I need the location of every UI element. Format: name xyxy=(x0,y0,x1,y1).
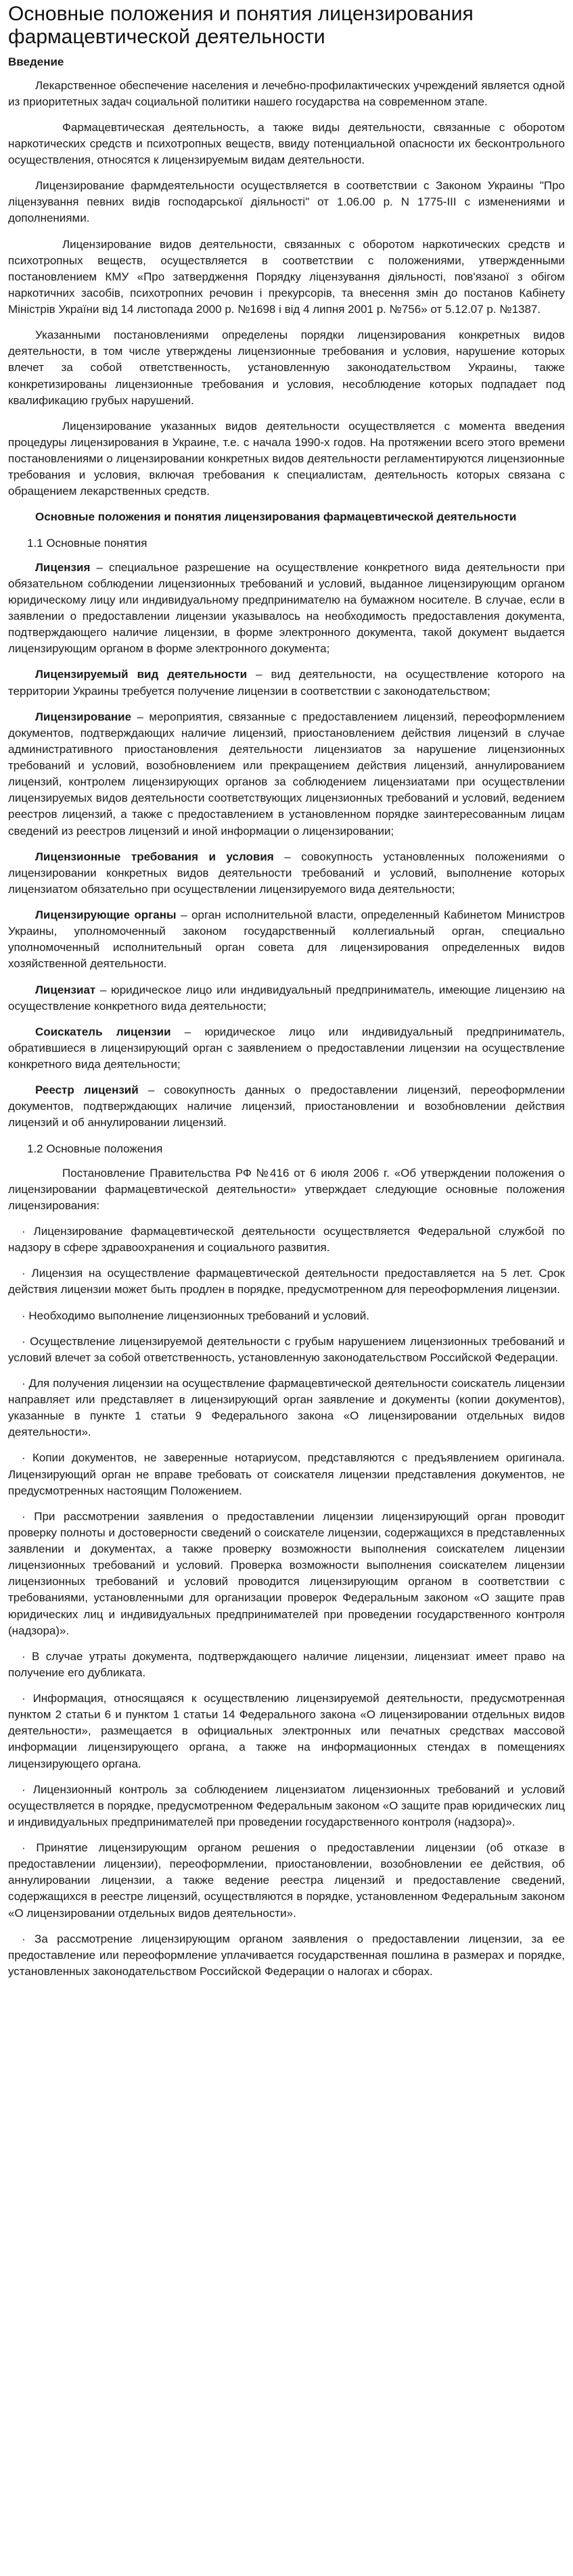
definition xyxy=(8,709,565,840)
intro-paragraph: Лекарственное обеспечение населения и лечебно-профилактических учреждений является одной из приоритетных задач социальной политики нашего государства на современном этапе. xyxy=(8,78,565,108)
definition-term: Лицензиат xyxy=(35,983,96,996)
page-title: Основные положения и понятия лицензирования фармацевтической деятельности xyxy=(8,3,474,49)
decree-paragraph: Постановление Правительства РФ №416 от 6 июля 2006 г. «Об утверждении положения о лицензировании фармацевтической деятельности» утверждает следующие основные положения лицензирования: xyxy=(8,1166,565,1212)
section-heading xyxy=(8,509,565,525)
intro-heading: Введение xyxy=(8,55,64,69)
definition xyxy=(8,1082,565,1131)
definition-text: – юридическое лицо или индивидуальный предприниматель, имеющие лицензию на осуществление конкретного вида деятельности; xyxy=(8,983,565,1013)
list-item: · Информация, относящаяся к осуществлению лицензируемой деятельности, предусмотренная пунктом 2 статьи 6 и пунктом 1 статьи 14 Федерального закона «О лицензировании отдельных видов деятельности», размещается в официальных электронных или печатных средствах массовой информации лицензирующего органа, а также на информационных стендах в помещениях лицензирующего органа. xyxy=(8,1692,565,1770)
list-item: · Для получения лицензии на осуществление фармацевтической деятельности соискатель лицензии направляет или представляет в лицензирующий орган заявление и документы (копии документов), указанные в пункте 1 статьи 9 Федерального закона «О лицензировании отдельных видов деятельности». xyxy=(8,1376,565,1439)
definition xyxy=(8,982,565,1015)
intro-paragraph: Указанными постановлениями определены порядки лицензирования конкретных видов деятельности, в том числе утверждены лицензионные требования и условия, нарушение которых влечет за собой ответственность, установленную законодательством Украины, также конкретизированы лицензионные требования и условия, несоблюдение которых подпадает под квалификацию грубых нарушений. xyxy=(8,329,565,407)
definition-term: Реестр лицензий xyxy=(35,1084,139,1097)
list-item: · Осуществление лицензируемой деятельности с грубым нарушением лицензионных требований и условий влечет за собой ответственность, установленную законодательством Российской Федерации. xyxy=(8,1334,565,1364)
definition-term: Соискатель лицензии xyxy=(35,1025,171,1038)
intro-paragraph: Лицензирование указанных видов деятельности осуществляется с момента введения процедуры лицензирования в Украине, т.е. с начала 1990-х годов. На протяжении всего этого времени постановлениями о лицензировании конкретных видов деятельности регламентируются лицензионные требования и условия, включая требования к специалистам, деятельность которых связана с обращением лекарственных средств. xyxy=(8,419,565,498)
intro-paragraph: Лицензирование фармдеятельности осуществляется в соответствии с Законом Украины "Про ліцензування певних видів господарської діяльності" от 1.06.00 р. N 1775-ІІІ с изменениями и дополнениями. xyxy=(8,179,565,225)
definition xyxy=(8,560,565,658)
definition-text: – орган исполнительной власти, определенный Кабинетом Министров Украины, уполномоченный законом государственный коллегиальный орган, специально уполномоченный исполнительный орган совета для лицензирования определенных видов хозяйственной деятельности. xyxy=(8,908,565,971)
subsection-heading: 1.1 Основные понятия xyxy=(27,536,147,550)
intro-paragraph: Фармацевтическая деятельность, а также виды деятельности, связанные с оборотом наркотических средств и психотропных веществ, ввиду потенциальной опасности их бесконтрольного осуществления, относятся к лицензируемым видам деятельности. xyxy=(8,120,565,166)
definition-term: Лицензирование xyxy=(35,710,132,723)
list-item: · Лицензия на осуществление фармацевтической деятельности предоставляется на 5 лет. Срок действия лицензии может быть продлен в порядке, предусмотренном для переоформления лицензии. xyxy=(8,1267,565,1296)
definition-text: – мероприятия, связанные с предоставлением лицензий, переоформлением документов, подтверждающих наличие лицензий, приостановлением действия лицензий в случае административного приостановления деятельности лицензиатов за нарушение лицензионных требований и условий, возобновлением или прекращением действия лицензий, аннулированием лицензий, контролем лицензирующих органов за соблюдением лицензиатами при осуществлении лицензируемых видов деятельности соответствующих лицензионных требований и условий, ведением реестров лицензий, а также с предоставлением в установленном порядке заинтересованным лицам сведений из реестров лицензий и иной информации о лицензировании; xyxy=(8,710,565,837)
list-item: · Необходимо выполнение лицензионных требований и условий. xyxy=(22,1309,369,1322)
definition-term: Лицензируемый вид деятельности xyxy=(35,668,248,681)
intro-paragraph: Лицензирование видов деятельности, связанных с оборотом наркотических средств и психотропных веществ, осуществляется в соответствии с положениями, утвержденными постановлением КМУ «Про затвердження Порядку ліцензування діяльності, пов'язаної з обігом наркотичних засобів, психотропних речовин і прекурсорів, та внесення змін до постанов Кабінету Міністрів України від 14 листопада 2000 р. №1698 і від 4 липня 2001 р. №756» от 5.12.07 р. №1387. xyxy=(8,237,565,316)
list-item: · При рассмотрении заявления о предоставлении лицензии лицензирующий орган проводит проверку полноты и достоверности сведений о соискателе лицензии, содержащихся в представленных заявлении и документах, а также проверку возможности выполнения соискателем лицензии лицензионных требований и условий. Проверка возможности выполнения соискателем лицензии лицензионных требований и условий проводится лицензирующим органом в соответствии с требованиями, установленными для организации проверок Федеральным законом «О защите прав юридических лиц и индивидуальных предпринимателей при проведении государственного контроля (надзора)». xyxy=(8,1509,565,1637)
section-heading-text: Основные положения и понятия лицензирования фармацевтической деятельности xyxy=(35,510,517,524)
definition-text: – совокупность установленных положениями о лицензировании конкретных видов деятельности требований и условий, выполнение которых лицензиатом обязательно при осуществлении лицензируемого вида деятельности; xyxy=(8,850,565,896)
definition xyxy=(8,849,565,898)
list-item: · Лицензионный контроль за соблюдением лицензиатом лицензионных требований и условий осуществляется в порядке, предусмотренном Федеральным законом «О защите прав юридических лиц и индивидуальных предпринимателей при проведении государственного контроля (надзора)». xyxy=(8,1782,565,1828)
definition-term: Лицензионные требования и условия xyxy=(35,850,274,863)
definition-text: – юридическое лицо или индивидуальный предприниматель, обратившиеся в лицензирующий орган с заявлением о предоставлении лицензии на осуществление конкретного вида деятельности; xyxy=(8,1025,565,1071)
definition-text: – специальное разрешение на осуществление конкретного вида деятельности при обязательном соблюдении лицензионных требований и условий, выданное лицензирующим органом юридическому лицу или индивидуальному предпринимателю на бумажном носителе. В случае, если в заявлении о предоставлении лицензии указывалось на необходимость предоставления документа, подтверждающего наличие лицензии, в форме электронного документа, такой документ выдается лицензирующим органом в форме электронного документа; xyxy=(8,560,565,656)
definition xyxy=(8,907,565,973)
subsection-heading: 1.2 Основные положения xyxy=(27,1142,163,1155)
list-item: · В случае утраты документа, подтверждающего наличие лицензии, лицензиат имеет право на получение его дубликата. xyxy=(8,1649,565,1679)
definition-term: Лицензия xyxy=(35,560,91,574)
list-item: · Принятие лицензирующим органом решения о предоставлении лицензии (об отказе в предоставлении лицензии), переоформлении, приостановлении, возобновлении ее действия, об аннулировании лицензии, а также ведение реестра лицензий и предоставление сведений, содержащихся в реестре лицензий, осуществляются в порядке, установленном Федеральным законом «О лицензировании отдельных видов деятельности». xyxy=(8,1841,565,1920)
list-item: · За рассмотрение лицензирующим органом заявления о предоставлении лицензии, за ее предоставление или переоформление уплачивается государственная пошлина в размерах и порядке, установленных законодательством Российской Федерации о налогах и сборах. xyxy=(8,1932,565,1978)
definition-text: – вид деятельности, на осуществление которого на территории Украины требуется получение лицензии в соответствии с законодательством; xyxy=(8,668,565,698)
definition-text: – совокупность данных о предоставлении лицензий, переоформлении документов, подтверждающих наличие лицензий, приостановлении и возобновлении действия лицензий и об аннулировании лицензий. xyxy=(8,1084,565,1129)
definition xyxy=(8,1024,565,1073)
list-item: · Лицензирование фармацевтической деятельности осуществляется Федеральной службой по надзору в сфере здравоохранения и социального развития. xyxy=(8,1225,565,1255)
list-item: · Копии документов, не заверенные нотариусом, представляются с предъявлением оригинала. Лицензирующий орган не вправе требовать от соискателя лицензии представления документов, не предусмотренных настоящим Положением. xyxy=(8,1451,565,1497)
definition xyxy=(8,666,565,699)
definition-term: Лицензирующие органы xyxy=(35,908,177,921)
